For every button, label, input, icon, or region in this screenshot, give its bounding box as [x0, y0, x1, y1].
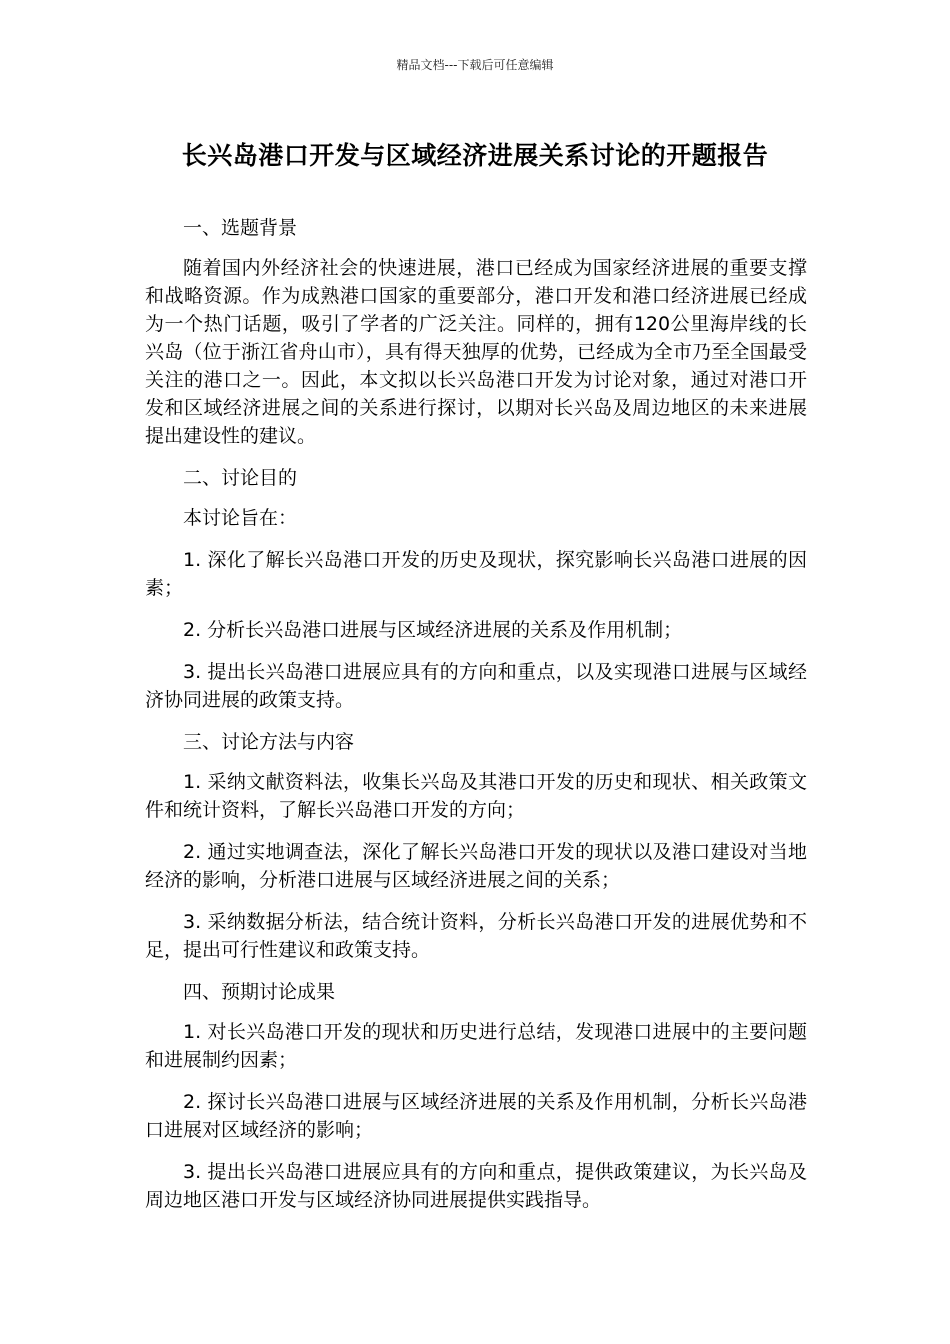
list-item-outcome-3: 3. 提出长兴岛港口进展应具有的方向和重点，提供政策建议，为长兴岛及周边地区港口开发与区域经济协同进展提供实践指导。 — [145, 1161, 807, 1211]
list-item-outcome-2: 2. 探讨长兴岛港口进展与区域经济进展的关系及作用机制，分析长兴岛港口进展对区域经济的影响； — [145, 1091, 807, 1141]
paragraph-purpose-intro: 本讨论旨在： — [183, 507, 298, 529]
document-body — [145, 214, 807, 1228]
paragraph-background: 随着国内外经济社会的快速进展，港口已经成为国家经济进展的重要支撑和战略资源。作为成熟港口国家的重要部分，港口开发和港口经济进展已经成为一个热门话题，吸引了学者的广泛关注。同样的，拥有120公里海岸线的长兴岛（位于浙江省舟山市），具有得天独厚的优势，已经成为全市乃至全国最受关注的港口之一。因此，本文拟以长兴岛港口开发为讨论对象，通过对港口开发和区域经济进展之间的关系进行探讨，以期对长兴岛及周边地区的未来进展提出建设性的建议。 — [145, 257, 807, 447]
section-heading-background: 一、选题背景 — [183, 217, 298, 239]
section-heading-purpose: 二、讨论目的 — [183, 467, 298, 489]
section-heading-outcomes: 四、预期讨论成果 — [183, 981, 336, 1003]
list-item-method-2: 2. 通过实地调查法，深化了解长兴岛港口开发的现状以及港口建设对当地经济的影响，分析港口进展与区域经济进展之间的关系； — [145, 841, 807, 891]
section-heading-methods: 三、讨论方法与内容 — [183, 731, 355, 753]
header-note: 精品文档---下载后可任意编辑 — [396, 58, 554, 72]
list-item-outcome-1: 1. 对长兴岛港口开发的现状和历史进行总结，发现港口进展中的主要问题和进展制约因素； — [145, 1021, 807, 1071]
list-item-purpose-2: 2. 分析长兴岛港口进展与区域经济进展的关系及作用机制； — [183, 619, 683, 641]
list-item-purpose-1: 1. 深化了解长兴岛港口开发的历史及现状，探究影响长兴岛港口进展的因素； — [145, 549, 807, 599]
list-item-method-1: 1. 采纳文献资料法，收集长兴岛及其港口开发的历史和现状、相关政策文件和统计资料，了解长兴岛港口开发的方向； — [145, 771, 807, 821]
list-item-method-3: 3. 采纳数据分析法，结合统计资料，分析长兴岛港口开发的进展优势和不足，提出可行性建议和政策支持。 — [145, 911, 807, 961]
document-title: 长兴岛港口开发与区域经济进展关系讨论的开题报告 — [181, 141, 769, 170]
list-item-purpose-3: 3. 提出长兴岛港口进展应具有的方向和重点，以及实现港口进展与区域经济协同进展的政策支持。 — [145, 661, 807, 711]
